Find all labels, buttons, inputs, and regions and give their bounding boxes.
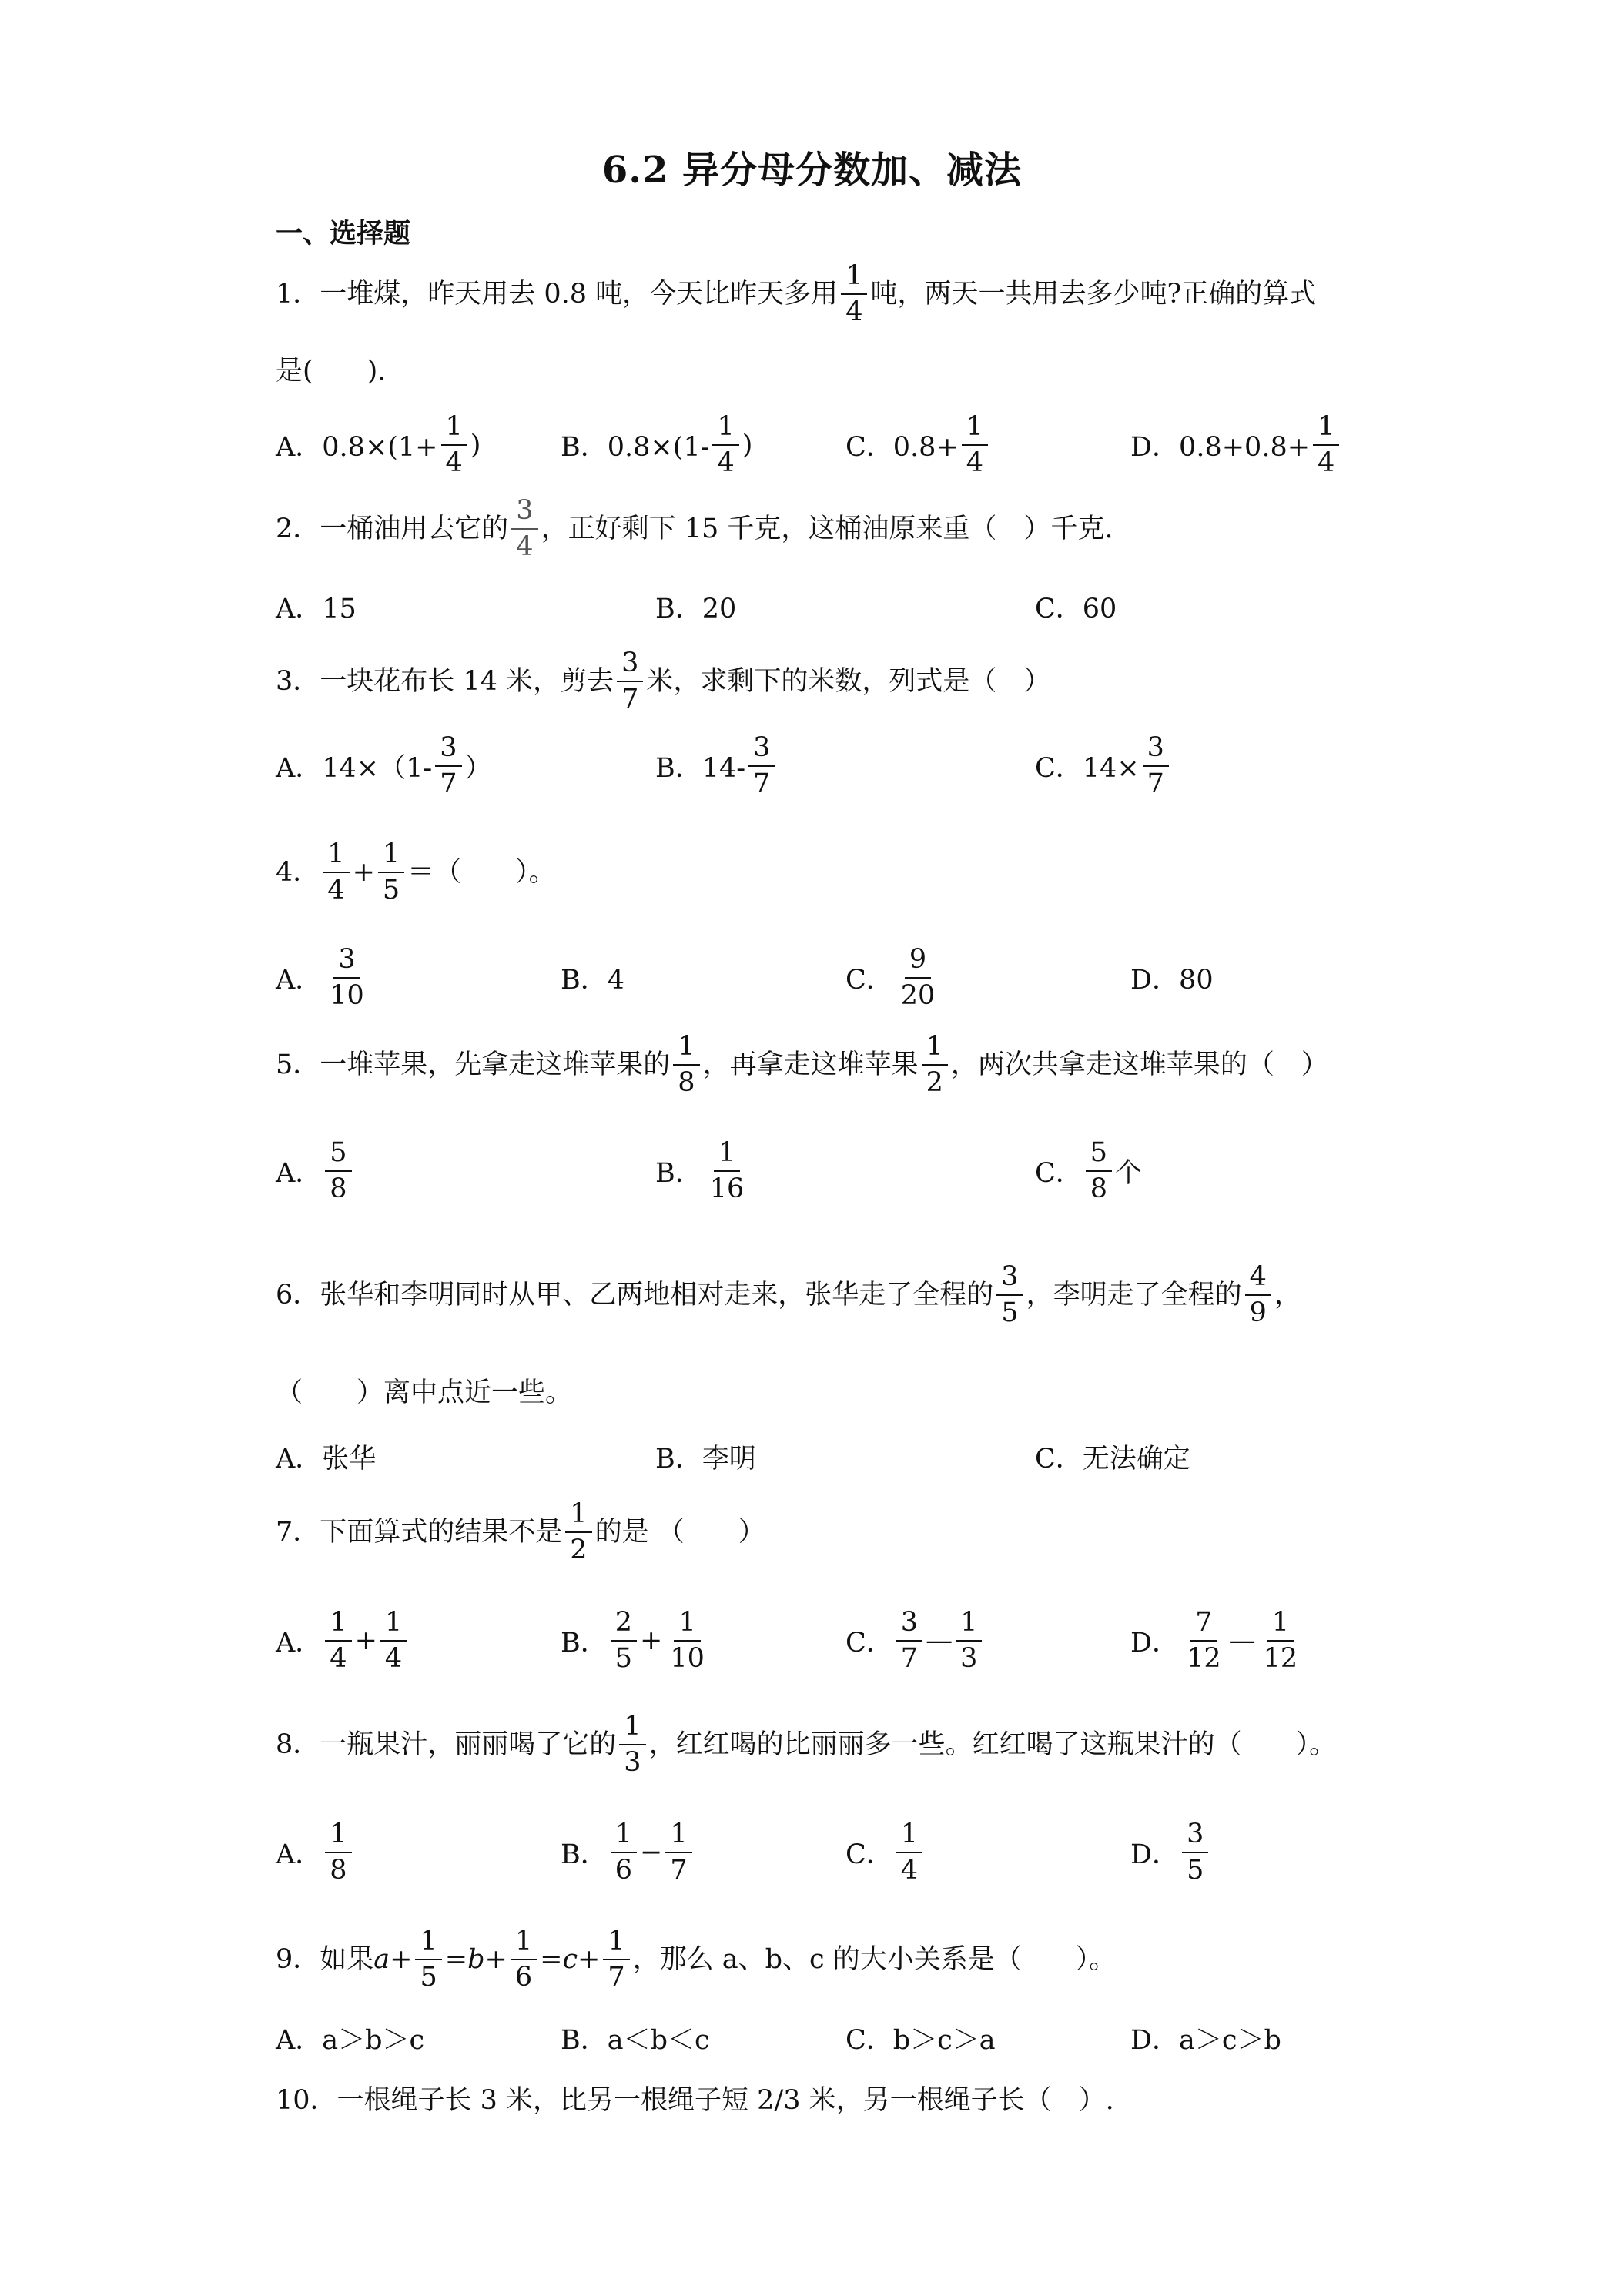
fraction: $\frac{3}{7}$ <box>617 650 643 713</box>
fraction: $\frac{1}{2}$ <box>922 1033 948 1096</box>
fraction: $\frac{5}{8}$ <box>325 1140 351 1203</box>
question-10: 10．一根绳子长 3 米，比另一根绳子短 2/3 米，另一根绳子长（ ）. <box>276 2084 1114 2116</box>
question-8: 8．一瓶果汁，丽丽喝了它的 $\frac{1}{3}$ ，红红喝的比丽丽多一些。红红喝了这瓶果汁的（ ）。 <box>276 1711 1337 1778</box>
q1-option-a[interactable]: A．0.8×(1+ $\frac{1}{4}$ ) <box>276 411 481 478</box>
fraction: $\frac{1}{4}$ <box>441 413 467 477</box>
q4-option-c[interactable]: C． $\frac{9}{20}$ <box>845 959 943 996</box>
q7-option-a[interactable]: A． $\frac{1}{4}$ + $\frac{1}{4}$ <box>276 1622 410 1659</box>
fraction: $\frac{3}{7}$ <box>748 735 775 798</box>
q8-option-a[interactable]: A． $\frac{1}{8}$ <box>276 1834 355 1871</box>
fraction: $\frac{1}{5}$ <box>378 841 404 904</box>
fraction: $\frac{1}{3}$ <box>619 1713 645 1776</box>
fraction: $\frac{5}{8}$ <box>1086 1140 1112 1203</box>
q8-option-d[interactable]: D． $\frac{3}{5}$ <box>1130 1834 1211 1871</box>
question-4: 4． $\frac{1}{4}$ + $\frac{1}{5}$ ＝（ ）。 <box>276 838 556 905</box>
q6-option-a[interactable]: A．张华 <box>276 1444 377 1474</box>
question-2: 2．一桶油用去它的 $\frac{3}{4}$ ，正好剩下 15 千克，这桶油原来重（ ）千克. <box>276 495 1113 562</box>
q9-option-d[interactable]: D．a＞c＞b <box>1130 2025 1281 2056</box>
fraction: $\frac{3}{10}$ <box>330 944 364 1011</box>
q7-option-d[interactable]: D． $\frac{7}{12}$ — $\frac{1}{12}$ <box>1130 1622 1305 1659</box>
q8-option-b[interactable]: B． $\frac{1}{6}$ − $\frac{1}{7}$ <box>561 1834 695 1871</box>
q1-option-b[interactable]: B．0.8×(1- $\frac{1}{4}$ ) <box>561 411 753 478</box>
fraction: $\frac{1}{8}$ <box>673 1033 699 1096</box>
fraction: $\frac{2}{5}$ <box>611 1609 637 1672</box>
q4-option-b[interactable]: B．4 <box>561 965 624 996</box>
q3-option-c[interactable]: C．14× $\frac{3}{7}$ <box>1035 748 1172 785</box>
q1-option-d[interactable]: D．0.8+0.8+ $\frac{1}{4}$ <box>1130 427 1342 464</box>
fraction: $\frac{1}{4}$ <box>712 413 738 477</box>
q3-option-a[interactable]: A．14×（1- $\frac{3}{7}$ ） <box>276 732 492 799</box>
q2-option-a[interactable]: A．15 <box>276 594 357 624</box>
question-9: 9．如果 a + $\frac{1}{5}$ = b + $\frac{1}{6}$ = c + $\frac{1}{7}$ ，那么 a、b、c 的大小关系是（ ）。 <box>276 1926 1117 1993</box>
q8-option-c[interactable]: C． $\frac{1}{4}$ <box>845 1834 926 1871</box>
fraction: $\frac{3}{4}$ <box>511 497 537 561</box>
fraction: $\frac{1}{7}$ <box>603 1928 629 1991</box>
q7-option-b[interactable]: B． $\frac{2}{5}$ + $\frac{1}{10}$ <box>561 1622 712 1659</box>
q2-option-c[interactable]: C．60 <box>1035 594 1117 624</box>
question-6: 6．张华和李明同时从甲、乙两地相对走来，张华走了全程的 $\frac{3}{5}$ ，李明走了全程的 $\frac{4}{9}$ ， <box>276 1261 1301 1328</box>
fraction: $\frac{1}{4}$ <box>325 1609 351 1672</box>
fraction: $\frac{1}{8}$ <box>325 1821 351 1884</box>
fraction: $\frac{1}{10}$ <box>670 1607 705 1674</box>
q4-option-d[interactable]: D．80 <box>1130 965 1214 996</box>
fraction: $\frac{3}{5}$ <box>1182 1821 1208 1884</box>
section-heading: 一、选择题 <box>276 218 411 249</box>
q5-option-a[interactable]: A． $\frac{5}{8}$ <box>276 1153 355 1190</box>
q4-option-a[interactable]: A． $\frac{3}{10}$ <box>276 959 372 996</box>
q3-option-b[interactable]: B．14- $\frac{3}{7}$ <box>655 748 778 785</box>
question-1 <box>276 260 1317 327</box>
q1-option-c[interactable]: C．0.8+ $\frac{1}{4}$ <box>845 427 991 464</box>
fraction: $\frac{1}{6}$ <box>611 1821 637 1884</box>
question-7: 7．下面算式的结果不是 $\frac{1}{2}$ 的是 （ ） <box>276 1498 765 1565</box>
fraction: $\frac{4}{9}$ <box>1245 1263 1271 1327</box>
fraction: $\frac{1}{3}$ <box>956 1609 982 1672</box>
fraction: $\frac{1}{7}$ <box>665 1821 691 1884</box>
fraction: $\frac{1}{4}$ <box>323 841 349 904</box>
fraction: $\frac{3}{7}$ <box>435 735 461 798</box>
fraction: $\frac{3}{7}$ <box>1143 735 1169 798</box>
q6-option-c[interactable]: C．无法确定 <box>1035 1444 1190 1474</box>
fraction: $\frac{1}{4}$ <box>841 263 867 326</box>
q7-option-c[interactable]: C． $\frac{3}{7}$ — $\frac{1}{3}$ <box>845 1622 985 1659</box>
fraction: $\frac{3}{7}$ <box>896 1609 922 1672</box>
fraction: $\frac{1}{4}$ <box>896 1821 922 1884</box>
question-1-text-post: 吨，两天一共用去多少吨?正确的算式 <box>870 278 1317 310</box>
q2-option-b[interactable]: B．20 <box>655 594 737 624</box>
question-1-text-pre: 1．一堆煤，昨天用去 0.8 吨，今天比昨天多用 <box>276 278 839 310</box>
question-6-line-2: （ ）离中点近一些。 <box>276 1377 573 1408</box>
q9-option-c[interactable]: C．b＞c＞a <box>845 2025 996 2056</box>
q5-option-c[interactable]: C． $\frac{5}{8}$ 个 <box>1035 1137 1143 1204</box>
q9-option-b[interactable]: B．a＜b＜c <box>561 2025 710 2056</box>
question-3: 3．一块花布长 14 米，剪去 $\frac{3}{7}$ 米，求剩下的米数，列式是（ ） <box>276 648 1051 715</box>
fraction: $\frac{1}{16}$ <box>709 1137 745 1204</box>
fraction: $\frac{3}{5}$ <box>996 1263 1023 1327</box>
fraction: $\frac{7}{12}$ <box>1187 1607 1221 1674</box>
page-title: 6.2 异分母分数加、减法 <box>601 149 1023 192</box>
fraction: $\frac{1}{5}$ <box>415 1928 441 1991</box>
fraction: $\frac{1}{4}$ <box>1313 413 1339 477</box>
fraction: $\frac{1}{12}$ <box>1263 1607 1298 1674</box>
question-1-line-2: 是( ). <box>276 355 387 387</box>
fraction: $\frac{1}{2}$ <box>565 1501 591 1564</box>
fraction: $\frac{1}{4}$ <box>962 413 988 477</box>
fraction: $\frac{1}{6}$ <box>511 1928 537 1991</box>
fraction: $\frac{9}{20}$ <box>900 944 936 1011</box>
q9-option-a[interactable]: A．a＞b＞c <box>276 2025 425 2056</box>
fraction: $\frac{1}{4}$ <box>380 1609 407 1672</box>
q6-option-b[interactable]: B．李明 <box>655 1444 756 1474</box>
question-5: 5．一堆苹果，先拿走这堆苹果的 $\frac{1}{8}$ ，再拿走这堆苹果 $\frac{1}{2}$ ，两次共拿走这堆苹果的（ ） <box>276 1031 1328 1098</box>
q5-option-b[interactable]: B． $\frac{1}{16}$ <box>655 1153 752 1190</box>
